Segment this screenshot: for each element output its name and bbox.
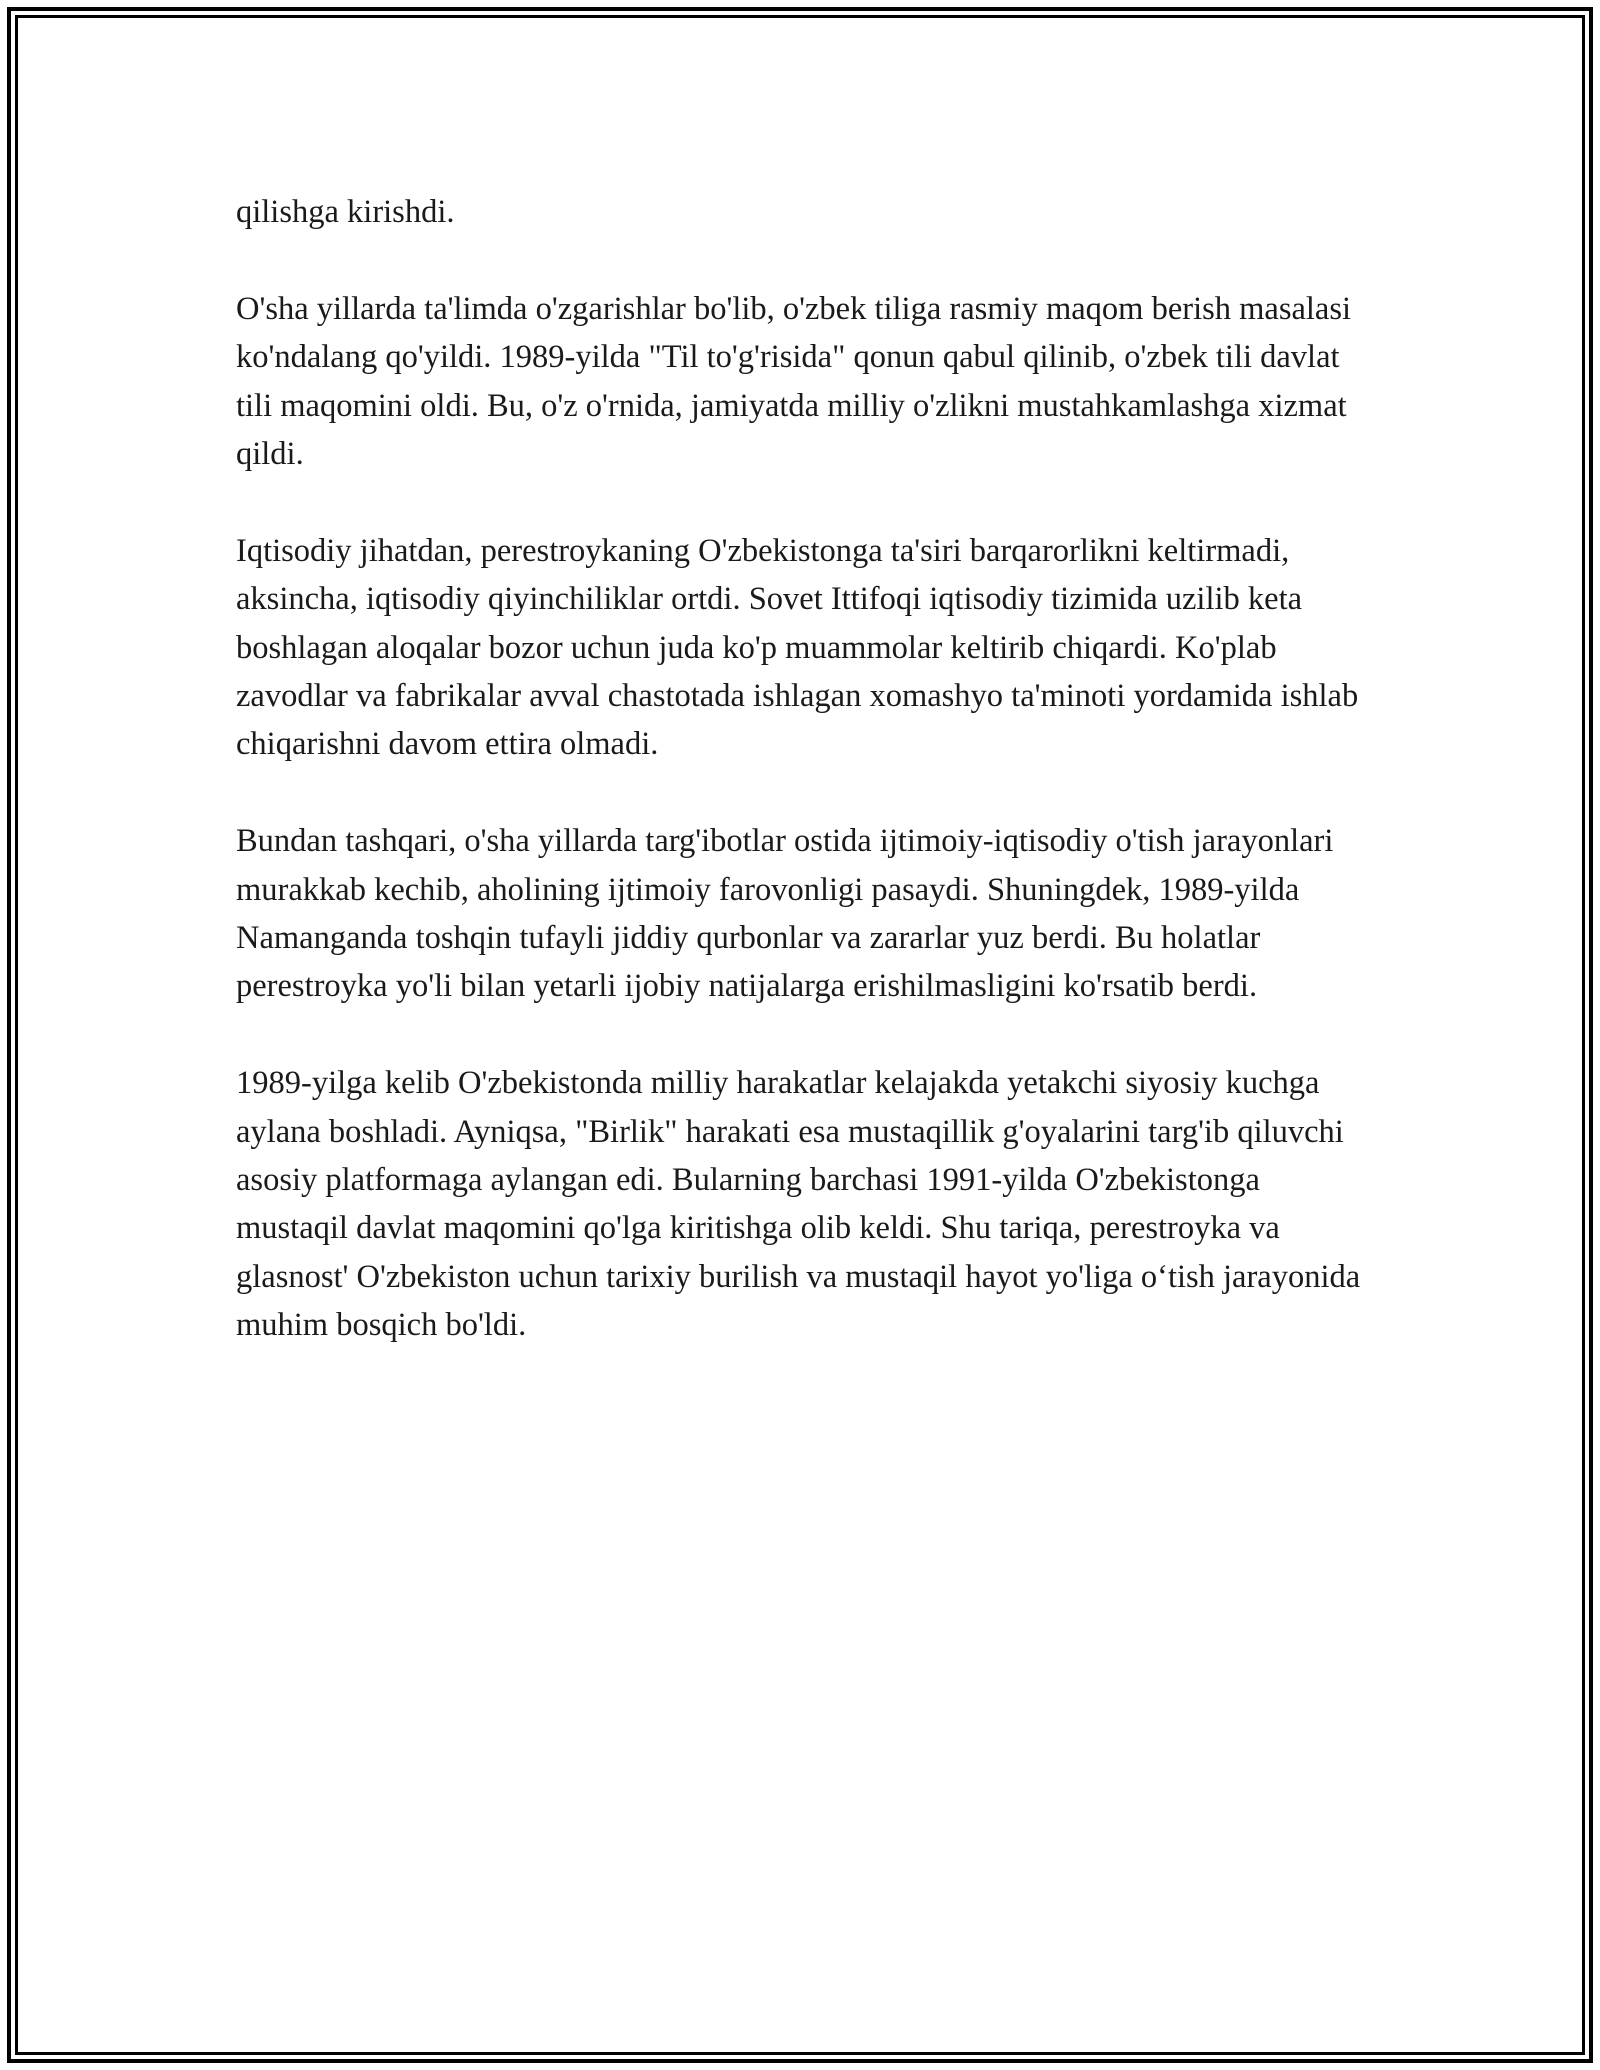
paragraph-1: qilishga kirishdi.: [236, 194, 455, 230]
document-body: [236, 188, 1376, 1398]
paragraph-4: Bundan tashqari, o'sha yillarda targ'ibotlar ostida ijtimoiy-iqtisodiy o'tish jarayonlari murakkab kechib, aholining ijtimoiy farovonligi pasaydi. Shuningdek, 1989-yilda Namanganda toshqin tufayli jiddiy qurbonlar va zararlar yuz berdi. Bu holatlar perestroyka yo'li bilan yetarli ijobiy natijalarga erishilmasligini ko'rsatib berdi.: [236, 823, 1334, 1005]
paragraph-2: O'sha yillarda ta'limda o'zgarishlar bo'lib, o'zbek tiliga rasmiy maqom berish masalasi ko'ndalang qo'yildi. 1989-yilda "Til to'g'risida" qonun qabul qilinib, o'zbek tili davlat tili maqomini oldi. Bu, o'z o'rnida, jamiyatda milliy o'zlikni mustahkamlashga xizmat qildi.: [236, 290, 1352, 473]
paragraph-5: 1989-yilga kelib O'zbekistonda milliy harakatlar kelajakda yetakchi siyosiy kuchga aylana boshladi. Ayniqsa, "Birlik" harakati esa mustaqillik g'oyalarini targ'ib qiluvchi asosiy platformaga aylangan edi. Bularning barchasi 1991-yilda O'zbekistonga mustaqil davlat maqomini qo'lga kiritishga olib keldi. Shu tariqa, perestroyka va glasnost' O'zbekiston uchun tarixiy burilish va mustaqil hayot yo'liga o‘tish jarayonida muhim bosqich bo'ldi.: [236, 1065, 1361, 1344]
paragraph-3: Iqtisodiy jihatdan, perestroykaning O'zbekistonga ta'siri barqarorlikni keltirmadi, aksincha, iqtisodiy qiyinchiliklar ortdi. Sovet Ittifoqi iqtisodiy tizimida uzilib keta boshlagan aloqalar bozor uchun juda ko'p muammolar keltirib chiqardi. Ko'plab zavodlar va fabrikalar avval chastotada ishlagan xomashyo ta'minoti yordamida ishlab chiqarishni davom ettira olmadi.: [236, 532, 1359, 763]
